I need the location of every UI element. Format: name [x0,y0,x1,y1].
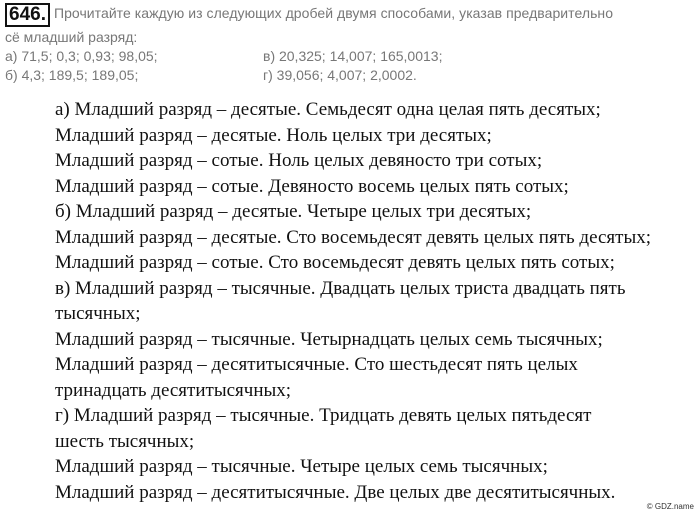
answer-line: Младший разряд – десятитысячные. Сто шестьдесят пять целых [55,354,578,375]
answer-line: тринадцать десятитысячных; [55,379,292,401]
task-values-b: б) 4,3; 189,5; 189,05; [5,67,139,83]
watermark: © GDZ.name [646,502,694,511]
answer-line: б) Младший разряд – десятые. Четыре целых три десятых; [55,201,532,222]
task-number: 646. [5,3,50,27]
answer-line: тысячных; [55,303,141,324]
task-values-v: в) 20,325; 14,007; 165,0013; [263,48,443,64]
answer-line: г) Младший разряд – тысячные. Тридцать девять целых пятьдесят [55,405,592,426]
task-values-a: а) 71,5; 0,3; 0,93; 98,05; [5,48,158,64]
task-values-row-2 [5,66,695,85]
answer-line: а) Младший разряд – десятые. Семьдесят одна целая пять десятых; [55,99,601,120]
task-values-row-1 [5,47,695,66]
answer-line: Младший разряд – сотые. Девяносто восемь целых пять сотых; [55,175,569,197]
answer-line: шесть тысячных; [55,430,195,452]
answer-line: Младший разряд – сотые. Ноль целых девяносто три сотых; [55,150,543,171]
task-text-line-2: сё младший разряд: [5,29,138,45]
task-values-g: г) 39,056; 4,007; 2,0002. [263,67,417,83]
answer-line: Младший разряд – сотые. Сто восемьдесят девять целых пять сотых; [55,252,615,273]
answer-line: Младший разряд – десятитысячные. Две целых две десятитысячных. [55,481,616,503]
answer-line: Младший разряд – тысячные. Четыре целых семь тысячных; [55,456,548,477]
answer-line: Младший разряд – тысячные. Четырнадцать целых семь тысячных; [55,328,603,350]
task-statement [5,3,695,85]
answer-line: Младший разряд – десятые. Ноль целых три десятых; [55,124,492,146]
answer-line: в) Младший разряд – тысячные. Двадцать целых триста двадцать пять [55,277,626,299]
answer-line: Младший разряд – десятые. Сто восемьдесят девять целых пять десятых; [55,226,652,248]
answer-text [55,97,700,505]
task-line-1 [5,3,695,27]
task-text-line-1: Прочитайте каждую из следующих дробей двумя способами, указав предварительно [53,5,614,21]
